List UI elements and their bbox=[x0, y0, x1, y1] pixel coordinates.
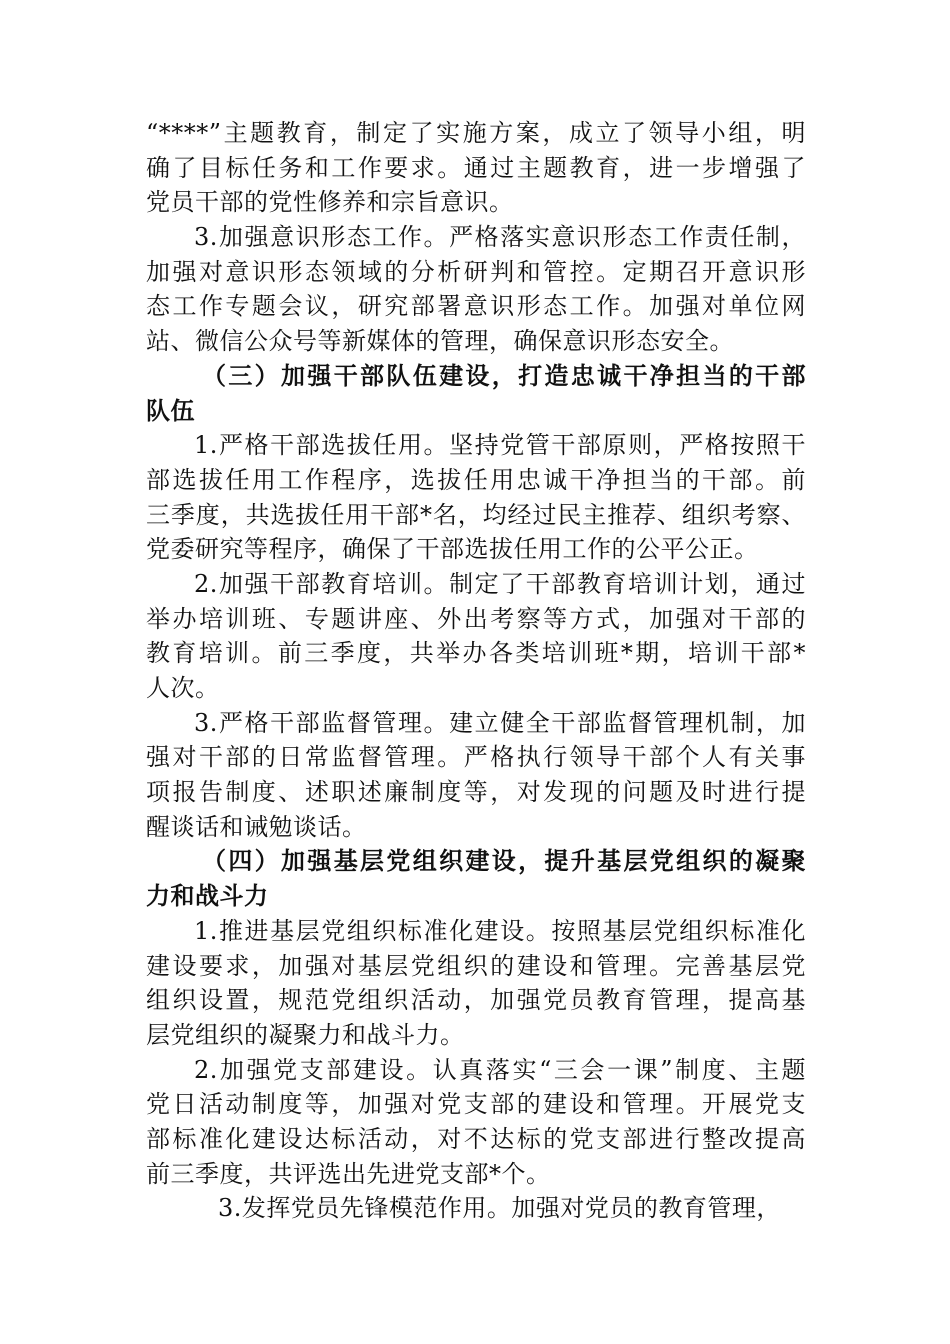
paragraph bbox=[146, 1053, 806, 1192]
text-line: 1.严格干部选拔任用。坚持党管干部原则，严格按照干 bbox=[194, 431, 806, 460]
text-line: 党委研究等程序，确保了干部选拔任用工作的公平公正。 bbox=[146, 535, 759, 564]
text-line: 站、微信公众号等新媒体的管理，确保意识形态安全。 bbox=[146, 327, 734, 356]
text-line: 党员干部的党性修养和宗旨意识。 bbox=[146, 188, 514, 217]
document-body bbox=[146, 116, 806, 1226]
paragraph bbox=[146, 567, 806, 706]
text-line: 前三季度，共评选出先进党支部*个。 bbox=[146, 1159, 551, 1188]
text-line: 层党组织的凝聚力和战斗力。 bbox=[146, 1020, 465, 1049]
text-line: 2.加强党支部建设。认真落实“三会一课”制度、主题 bbox=[194, 1055, 806, 1084]
paragraph bbox=[146, 220, 806, 359]
paragraph bbox=[146, 428, 806, 567]
text-line: 加强对意识形态领域的分析研判和管控。定期召开意识形 bbox=[146, 257, 806, 286]
paragraph bbox=[146, 116, 806, 220]
text-line: 部标准化建设达标活动，对不达标的党支部进行整改提高 bbox=[146, 1124, 806, 1153]
text-line: 态工作专题会议，研究部署意识形态工作。加强对单位网 bbox=[146, 292, 806, 321]
text-line: 人次。 bbox=[146, 674, 220, 702]
text-line: 力和战斗力 bbox=[146, 881, 269, 911]
section-heading bbox=[146, 844, 806, 913]
text-line: 3.发挥党员先锋模范作用。加强对党员的教育管理， bbox=[218, 1194, 781, 1223]
text-line: 2.加强干部教育培训。制定了干部教育培训计划，通过 bbox=[194, 569, 806, 598]
paragraph bbox=[146, 914, 806, 1053]
text-line: 队伍 bbox=[146, 395, 195, 425]
text-line: 建设要求，加强对基层党组织的建设和管理。完善基层党 bbox=[146, 951, 806, 980]
paragraph bbox=[146, 1191, 806, 1226]
text-line: 项报告制度、述职述廉制度等，对发现的问题及时进行提 bbox=[146, 778, 806, 807]
text-line: 3.加强意识形态工作。严格落实意识形态工作责任制， bbox=[194, 223, 806, 252]
text-line: 强对干部的日常监督管理。严格执行领导干部个人有关事 bbox=[146, 743, 806, 772]
text-line: 组织设置，规范党组织活动，加强党员教育管理，提高基 bbox=[146, 986, 806, 1015]
text-line: 3.严格干部监督管理。建立健全干部监督管理机制，加 bbox=[194, 708, 806, 737]
text-line: 举办培训班、专题讲座、外出考察等方式，加强对干部的 bbox=[146, 604, 806, 633]
text-line: 三季度，共选拔任用干部*名，均经过民主推荐、组织考察、 bbox=[146, 500, 806, 529]
paragraph bbox=[146, 706, 806, 845]
text-line: “****”主题教育，制定了实施方案，成立了领导小组，明 bbox=[146, 119, 806, 147]
section-heading bbox=[146, 359, 806, 428]
text-line: 确了目标任务和工作要求。通过主题教育，进一步增强了 bbox=[146, 153, 806, 182]
text-line: 教育培训。前三季度，共举办各类培训班*期，培训干部* bbox=[146, 639, 806, 668]
text-line: （三）加强干部队伍建设，打造忠诚干净担当的干部 bbox=[202, 360, 806, 390]
text-line: 醒谈话和诫勉谈话。 bbox=[146, 812, 367, 841]
text-line: 1.推进基层党组织标准化建设。按照基层党组织标准化 bbox=[194, 916, 806, 945]
text-line: 党日活动制度等，加强对党支部的建设和管理。开展党支 bbox=[146, 1090, 806, 1119]
text-line: （四）加强基层党组织建设，提升基层党组织的凝聚 bbox=[202, 846, 806, 876]
text-line: 部选拔任用工作程序，选拔任用忠诚干净担当的干部。前 bbox=[146, 465, 806, 494]
